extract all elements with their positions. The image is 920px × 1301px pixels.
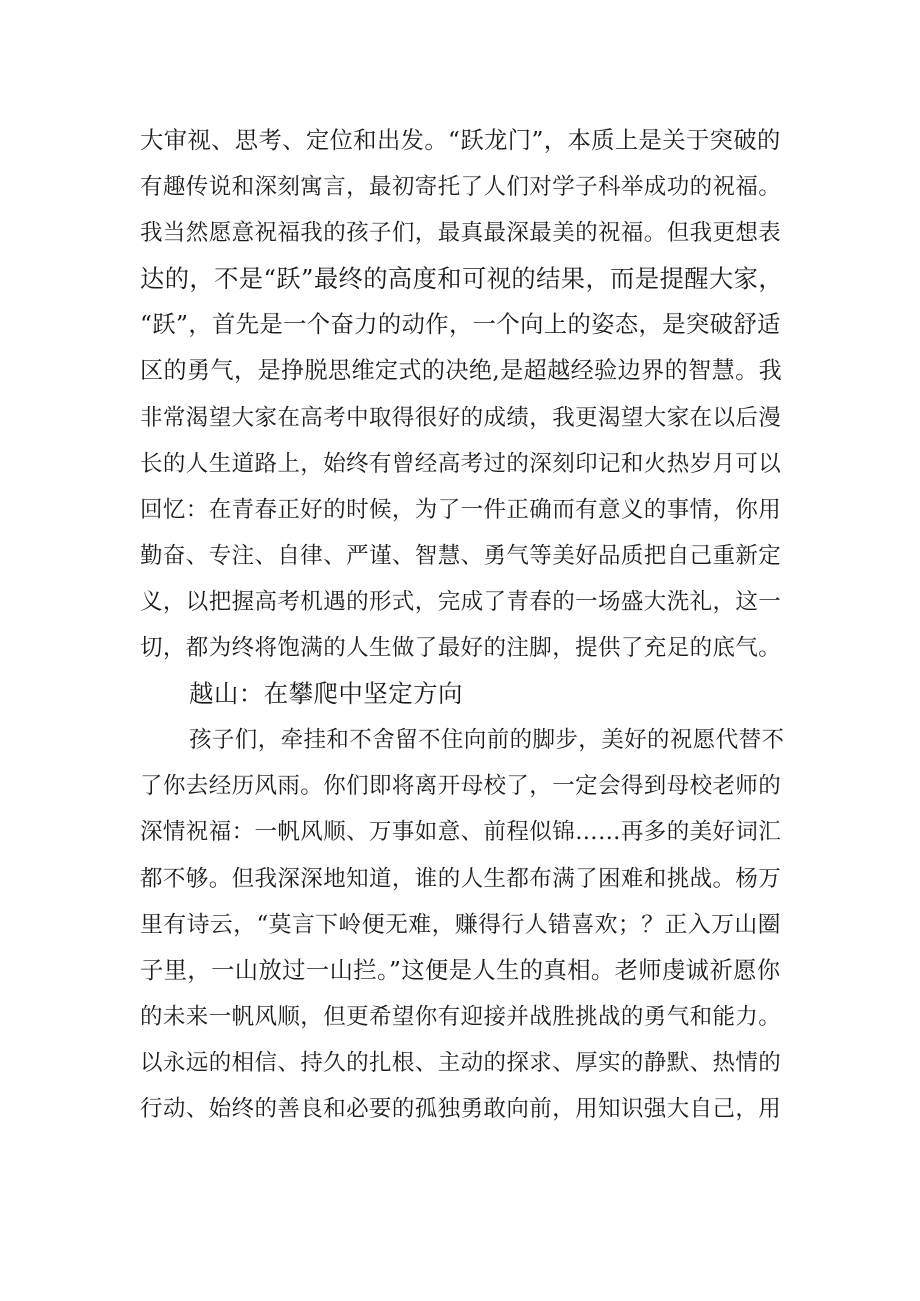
text-line-15: 了你去经历风雨。你们即将离开母校了，一定会得到母校老师的 [140,773,782,800]
text-line-14: 孩子们，牵挂和不舍留不住向前的脚步，美好的祝愿代替不 [189,727,785,754]
text-line-19: 子里，一山放过一山拦。”这便是人生的真相。老师虔诚祈愿你 [140,956,781,984]
text-line-5: “跃”，首先是一个奋力的动作，一个向上的姿态，是突破舒适 [140,311,781,339]
text-line-3: 我当然愿意祝福我的孩子们，最真最深最美的祝福。但我更想表 [140,220,782,247]
text-line-8: 长的人生道路上，始终有曾经高考过的深刻印记和火热岁月可以 [140,450,782,477]
document-page [140,118,785,1132]
text-line-20: 的未来一帆风顺，但更希望你有迎接并战胜挑战的勇气和能力。 [140,1003,782,1030]
section-heading: 越山：在攀爬中坚定方向 [189,679,463,709]
text-line-22: 行动、始终的善良和必要的孤独勇敢向前，用知识强大自己，用 [140,1095,782,1122]
text-line-11: 义，以把握高考机遇的形式，完成了青春的一场盛大洗礼，这一 [140,588,782,615]
text-line-18: 里有诗云，“莫言下岭便无难，赚得行人错喜欢；？正入万山圈 [140,911,781,938]
text-line-1: 大审视、思考、定位和出发。“跃龙门”，本质上是关于突破的 [140,127,781,154]
text-line-7: 非常渴望大家在高考中取得很好的成绩，我更渴望大家在以后漫 [140,404,782,431]
text-line-6: 区的勇气，是挣脱思维定式的决绝,是超越经验边界的智慧。我 [140,358,783,385]
text-line-21: 以永远的相信、持久的扎根、主动的探求、厚实的静默、热情的 [140,1049,782,1076]
text-line-2: 有趣传说和深刻寓言，最初寄托了人们对学子科举成功的祝福。 [140,174,782,201]
text-line-12: 切，都为终将饱满的人生做了最好的注脚，提供了充足的底气。 [140,635,782,662]
text-line-17: 都不够。但我深深地知道，谁的人生都布满了困难和挑战。杨万 [140,865,782,892]
text-line-10: 勤奋、专注、自律、严谨、智慧、勇气等美好品质把自己重新定 [140,542,782,569]
text-line-4: 达的，不是“跃”最终的高度和可视的结果，而是提醒大家， [140,264,784,294]
text-line-16: 深情祝福：一帆风顺、万事如意、前程似锦……再多的美好词汇 [140,819,782,846]
text-line-9: 回忆：在青春正好的时候，为了一件正确而有意义的事情，你用 [140,496,782,523]
